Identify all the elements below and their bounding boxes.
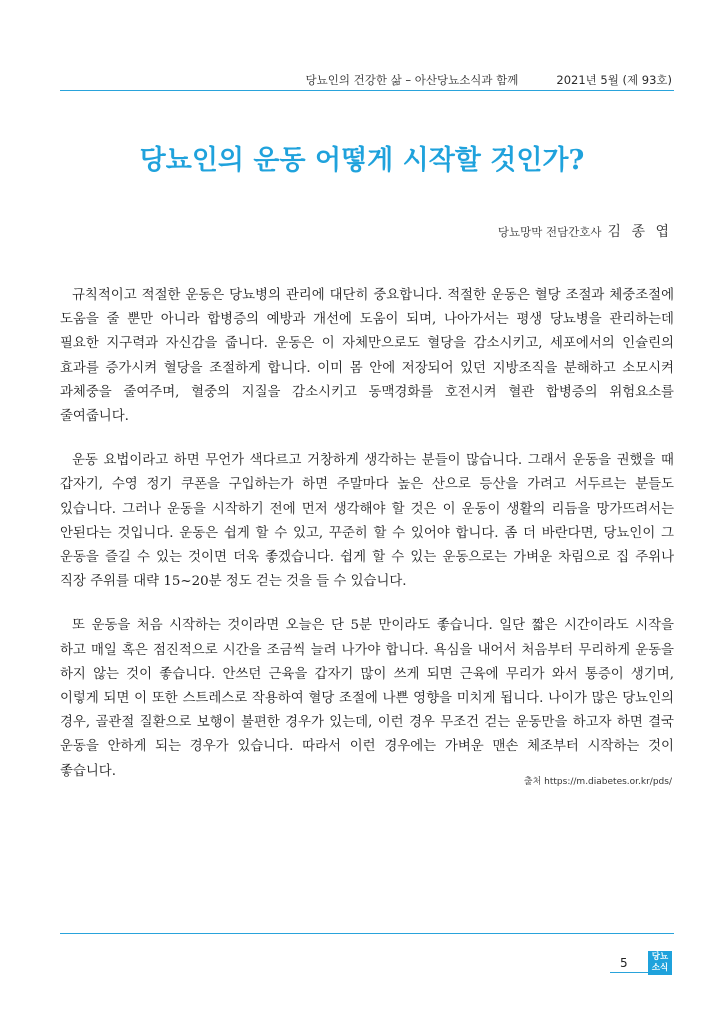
paragraph-1: 규칙적이고 적절한 운동은 당뇨병의 관리에 대단히 중요합니다. 적절한 운동은 혈당 조절과 체중조절에 도움을 줄 뿐만 아니라 합병증의 예방과 개선에 도움이 되며, 나아가서는 평생 당뇨병을 관리하는데 필요한 지구력과 자신감을 줍니다. 운동은 이 자체만으로도 혈당을 감소시키고, 세포에서의 인슐린의 효과를 증가시켜 혈당을 조절하게 합니다. 이미 몸 안에 저장되어 있던 지방조직을 분해하고 소모시켜 과체중을 줄여주며, 혈중의 지질을 감소시키고 동맥경화를 호전시켜 혈관 합병증의 위험요소를 줄여줍니다.	[60, 288, 674, 425]
page-number: 5	[620, 956, 628, 970]
source-citation: 출처 https://m.diabetes.or.kr/pds/	[523, 777, 672, 787]
author-role: 당뇨망막 전담간호사	[497, 225, 602, 239]
paragraph-2: 운동 요법이라고 하면 무언가 색다르고 거창하게 생각하는 분들이 많습니다. 그래서 운동을 권했을 때 갑자기, 수영 정기 쿠폰을 구입하는가 하면 주말마다 높은 산으로 등산을 가려고 서두르는 분들도 있습니다. 그러나 운동을 시작하기 전에 먼저 생각해야 할 것은 이 운동이 생활의 리듬을 망가뜨려서는 안된다는 것입니다. 운동은 쉽게 할 수 있고, 꾸준히 할 수 있어야 합니다. 좀 더 바란다면, 당뇨인이 그 운동을 즐길 수 있는 것이면 더욱 좋겠습니다. 쉽게 할 수 있는 운동으로는 가벼운 차림으로 집 주위나 직장 주위를 대략 15~20분 정도 걷는 것을 들 수 있습니다.	[60, 453, 674, 590]
badge-line-1: 당뇨	[651, 952, 669, 962]
header-section-title: 당뇨인의 건강한 삶 – 아산당뇨소식과 함께	[305, 73, 519, 87]
article-body	[60, 284, 674, 804]
header-divider	[60, 90, 674, 91]
running-header	[60, 70, 672, 90]
author-byline	[498, 221, 672, 241]
article-title: 당뇨인의 운동 어떻게 시작할 것인가?	[139, 145, 585, 176]
badge-line-2: 소식	[651, 963, 669, 973]
newsletter-badge	[648, 951, 672, 975]
paragraph-3: 또 운동을 처음 시작하는 것이라면 오늘은 단 5분 만이라도 좋습니다. 일단 짧은 시간이라도 시작을 하고 매일 혹은 점진적으로 시간을 조금씩 늘려 나가야 합니다. 욕심을 내어서 처음부터 무리하게 운동을 하지 않는 것이 좋습니다. 안쓰던 근육을 갑자기 많이 쓰게 되면 근육에 무리가 와서 통증이 생기며, 이렇게 되면 이 또한 스트레스로 작용하여 혈당 조절에 나쁜 영향을 미치게 됩니다. 나이가 많은 당뇨인의 경우, 골관절 질환으로 보행이 불편한 경우가 있는데, 이런 경우 무조건 걷는 운동만을 하고자 하면 결국 운동을 안하게 되는 경우가 있습니다. 따라서 이런 경우에는 가벼운 맨손 체조부터 시작하는 것이 좋습니다.	[60, 618, 674, 779]
footer-divider	[60, 933, 674, 934]
author-name: 김 종 엽	[607, 224, 672, 240]
header-issue: 2021년 5월 (제 93호)	[556, 73, 672, 87]
page-number-underline	[610, 972, 648, 973]
